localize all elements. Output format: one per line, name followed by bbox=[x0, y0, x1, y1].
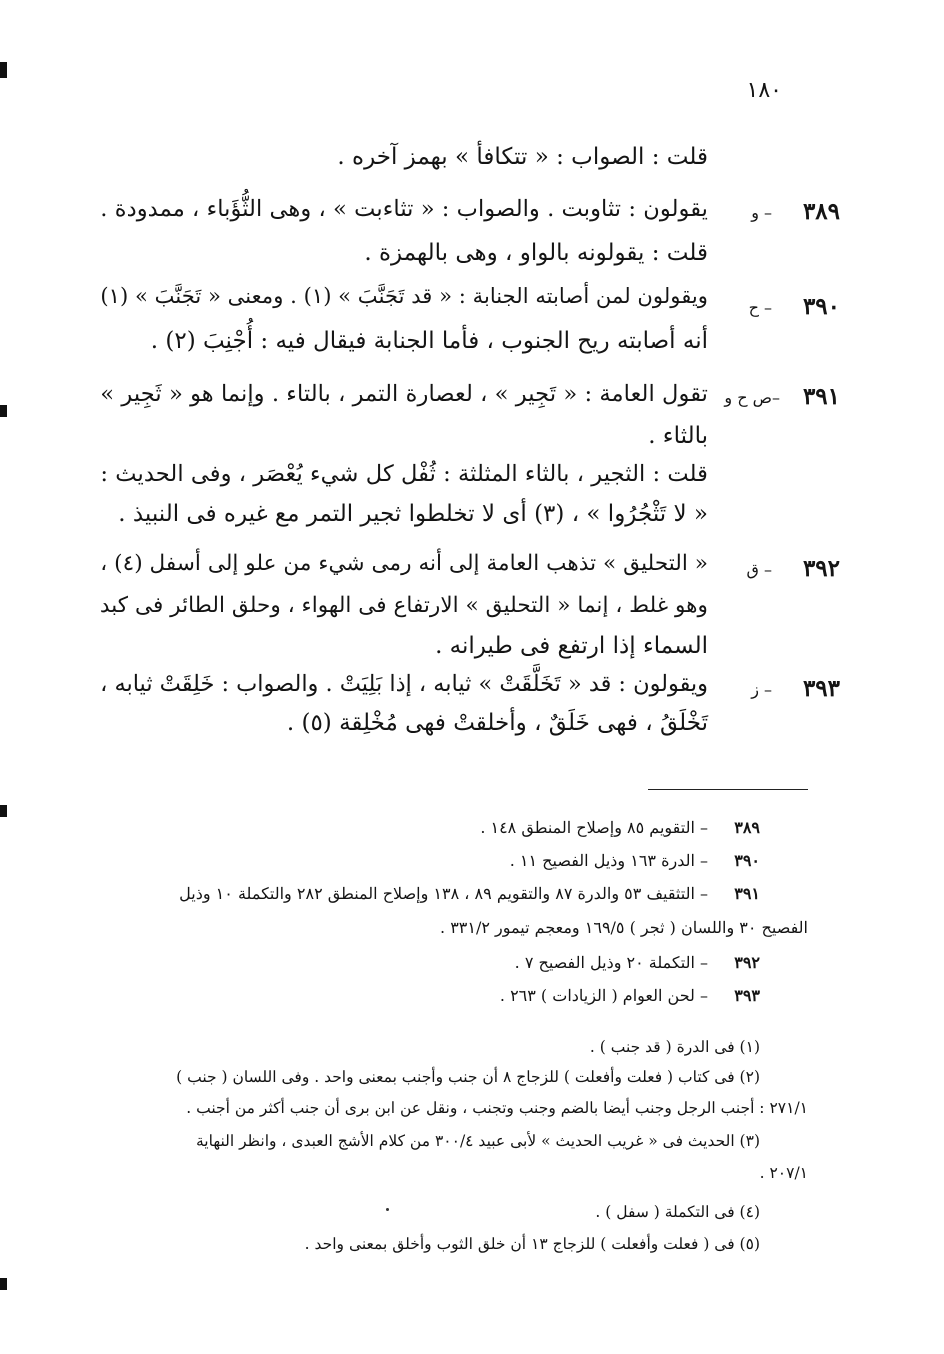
entry-text-line: تَخْلَقُ ، فهى خَلَقٌ ، وأخلقتْ فهى مُخْلِقة (٥) . bbox=[286, 710, 708, 736]
entry-text-line: « التحليق » تذهب العامة إلى أنه رمى شيء من علو إلى أسفل (٤) ، bbox=[100, 551, 708, 576]
source-ref-text: – لحن العوام ( الزيادات ) ٢٦٣ . bbox=[499, 986, 708, 1005]
scan-speck bbox=[386, 1208, 389, 1211]
scan-edge-mark bbox=[0, 405, 7, 417]
entry-source-code: – ز bbox=[751, 680, 772, 699]
entry-source-code: –ص ح و bbox=[724, 388, 780, 407]
entry-number: ٣٩٢ bbox=[802, 555, 840, 582]
footnote: (٤) فى التكملة ( سفل ) . bbox=[595, 1203, 760, 1221]
entry-text-line: ويقولون لمن أصابته الجنابة : « قد تَجَنَّبَ » (١) . ومعنى « تَجَنَّبَ » (١) bbox=[100, 283, 708, 308]
page-number: ١٨٠ bbox=[746, 78, 782, 103]
entry-number: ٣٩٣ bbox=[802, 675, 840, 702]
carryover-line: قلت : الصواب : « تتكافأ » بهمز آخره . bbox=[337, 144, 708, 170]
footnote: (٣) الحديث فى « غريب الحديث » لأبى عبيد ٣٠٠/٤ من كلام الأشج العبدى ، وانظر النهاية bbox=[195, 1132, 760, 1150]
source-ref-text: – التثقيف ٥٣ والدرة ٨٧ والتقويم ٨٩ ، ١٣٨ وإصلاح المنطق ٢٨٢ والتكملة ١٠ وذيل bbox=[179, 884, 708, 903]
entry-number: ٣٨٩ bbox=[802, 198, 840, 225]
entry-text-line: قلت : الثجير ، بالثاء المثلثة : ثُفْل كل شيء يُعْصَر ، وفى الحديث : bbox=[100, 461, 708, 487]
scan-edge-mark bbox=[0, 805, 7, 817]
entry-text-line: وهو غلط ، إنما « التحليق » الارتفاع فى الهواء ، وحلق الطائر فى كبد bbox=[99, 593, 708, 618]
source-ref-number: ٣٩١ bbox=[734, 884, 760, 903]
entry-text-line: ويقولون : قد « تَخَلَّقَتْ » ثيابه ، إذا بَلِيَتْ . والصواب : خَلِقَتْ ثيابه ، bbox=[100, 671, 708, 697]
entry-text-line: أنه أصابته ريح الجنوب ، فأما الجنابة فيقال فيه : أُجْنِبَ (٢) . bbox=[150, 328, 708, 354]
source-ref-number: ٣٩٠ bbox=[734, 851, 760, 870]
source-ref-number: ٣٩٢ bbox=[734, 953, 760, 972]
entry-text-line: يقولون : تثاوبت . والصواب : « تثاءبت » ، وهى الثُّؤَباء ، ممدودة . bbox=[100, 196, 708, 222]
entry-text-line: بالثاء . bbox=[648, 423, 708, 449]
source-ref-text: الفصيح ٣٠ واللسان ( ثجر ) ١٦٩/٥ ومعجم تيمور ٣٣١/٢ . bbox=[440, 918, 808, 937]
entry-number: ٣٩٠ bbox=[802, 293, 840, 320]
source-ref-text: – الدرة ١٦٣ وذيل الفصيح ١١ . bbox=[509, 851, 708, 870]
footnote: (١) فى الدرة ( قد جنب ) . bbox=[589, 1038, 760, 1056]
entry-text-line: السماء إذا ارتفع فى طيرانه . bbox=[435, 633, 708, 659]
entry-text-line: قلت : يقولونه بالواو ، وهى بالهمزة . bbox=[364, 240, 708, 266]
source-ref-text: – التقويم ٨٥ وإصلاح المنطق ١٤٨ . bbox=[480, 818, 708, 837]
entry-number: ٣٩١ bbox=[802, 383, 840, 410]
scan-edge-mark bbox=[0, 1278, 7, 1290]
footnote: (٢) فى كتاب ( فعلت وأفعلت ) للزجاج ٨ أن جنب وأجنب بمعنى واحد . وفى اللسان ( جنب ) bbox=[176, 1068, 760, 1086]
entry-source-code: – ق bbox=[746, 560, 772, 579]
entry-source-code: – ح bbox=[748, 298, 772, 317]
footnote: ٢٧١/١ : أجنب الرجل وجنب أيضا بالضم وجنب وتجنب ، ونقل عن ابن برى أن جنب أكثر من أجنب . bbox=[186, 1099, 808, 1117]
footnote: (٥) فى ( فعلت وأفعلت ) للزجاج ١٣ أن خلق الثوب وأخلق بمعنى واحد . bbox=[304, 1235, 760, 1253]
entry-text-line: تقول العامة : « تَجِير » ، لعصارة التمر ، بالتاء . وإنما هو « ثَجِير » bbox=[100, 381, 708, 407]
source-ref-number: ٣٨٩ bbox=[734, 818, 760, 837]
scan-edge-mark bbox=[0, 62, 7, 78]
source-ref-text: – التكملة ٢٠ وذيل الفصيح ٧ . bbox=[514, 953, 708, 972]
entry-text-line: « لا تَثْجُرُوا » ، (٣) أى لا تخلطوا ثجير التمر مع غيره فى النبيذ . bbox=[118, 501, 708, 527]
entry-source-code: – و bbox=[751, 203, 772, 222]
footnote: ٢٠٧/١ . bbox=[759, 1164, 808, 1182]
source-ref-number: ٣٩٣ bbox=[734, 986, 760, 1005]
footnote-separator bbox=[648, 789, 808, 790]
